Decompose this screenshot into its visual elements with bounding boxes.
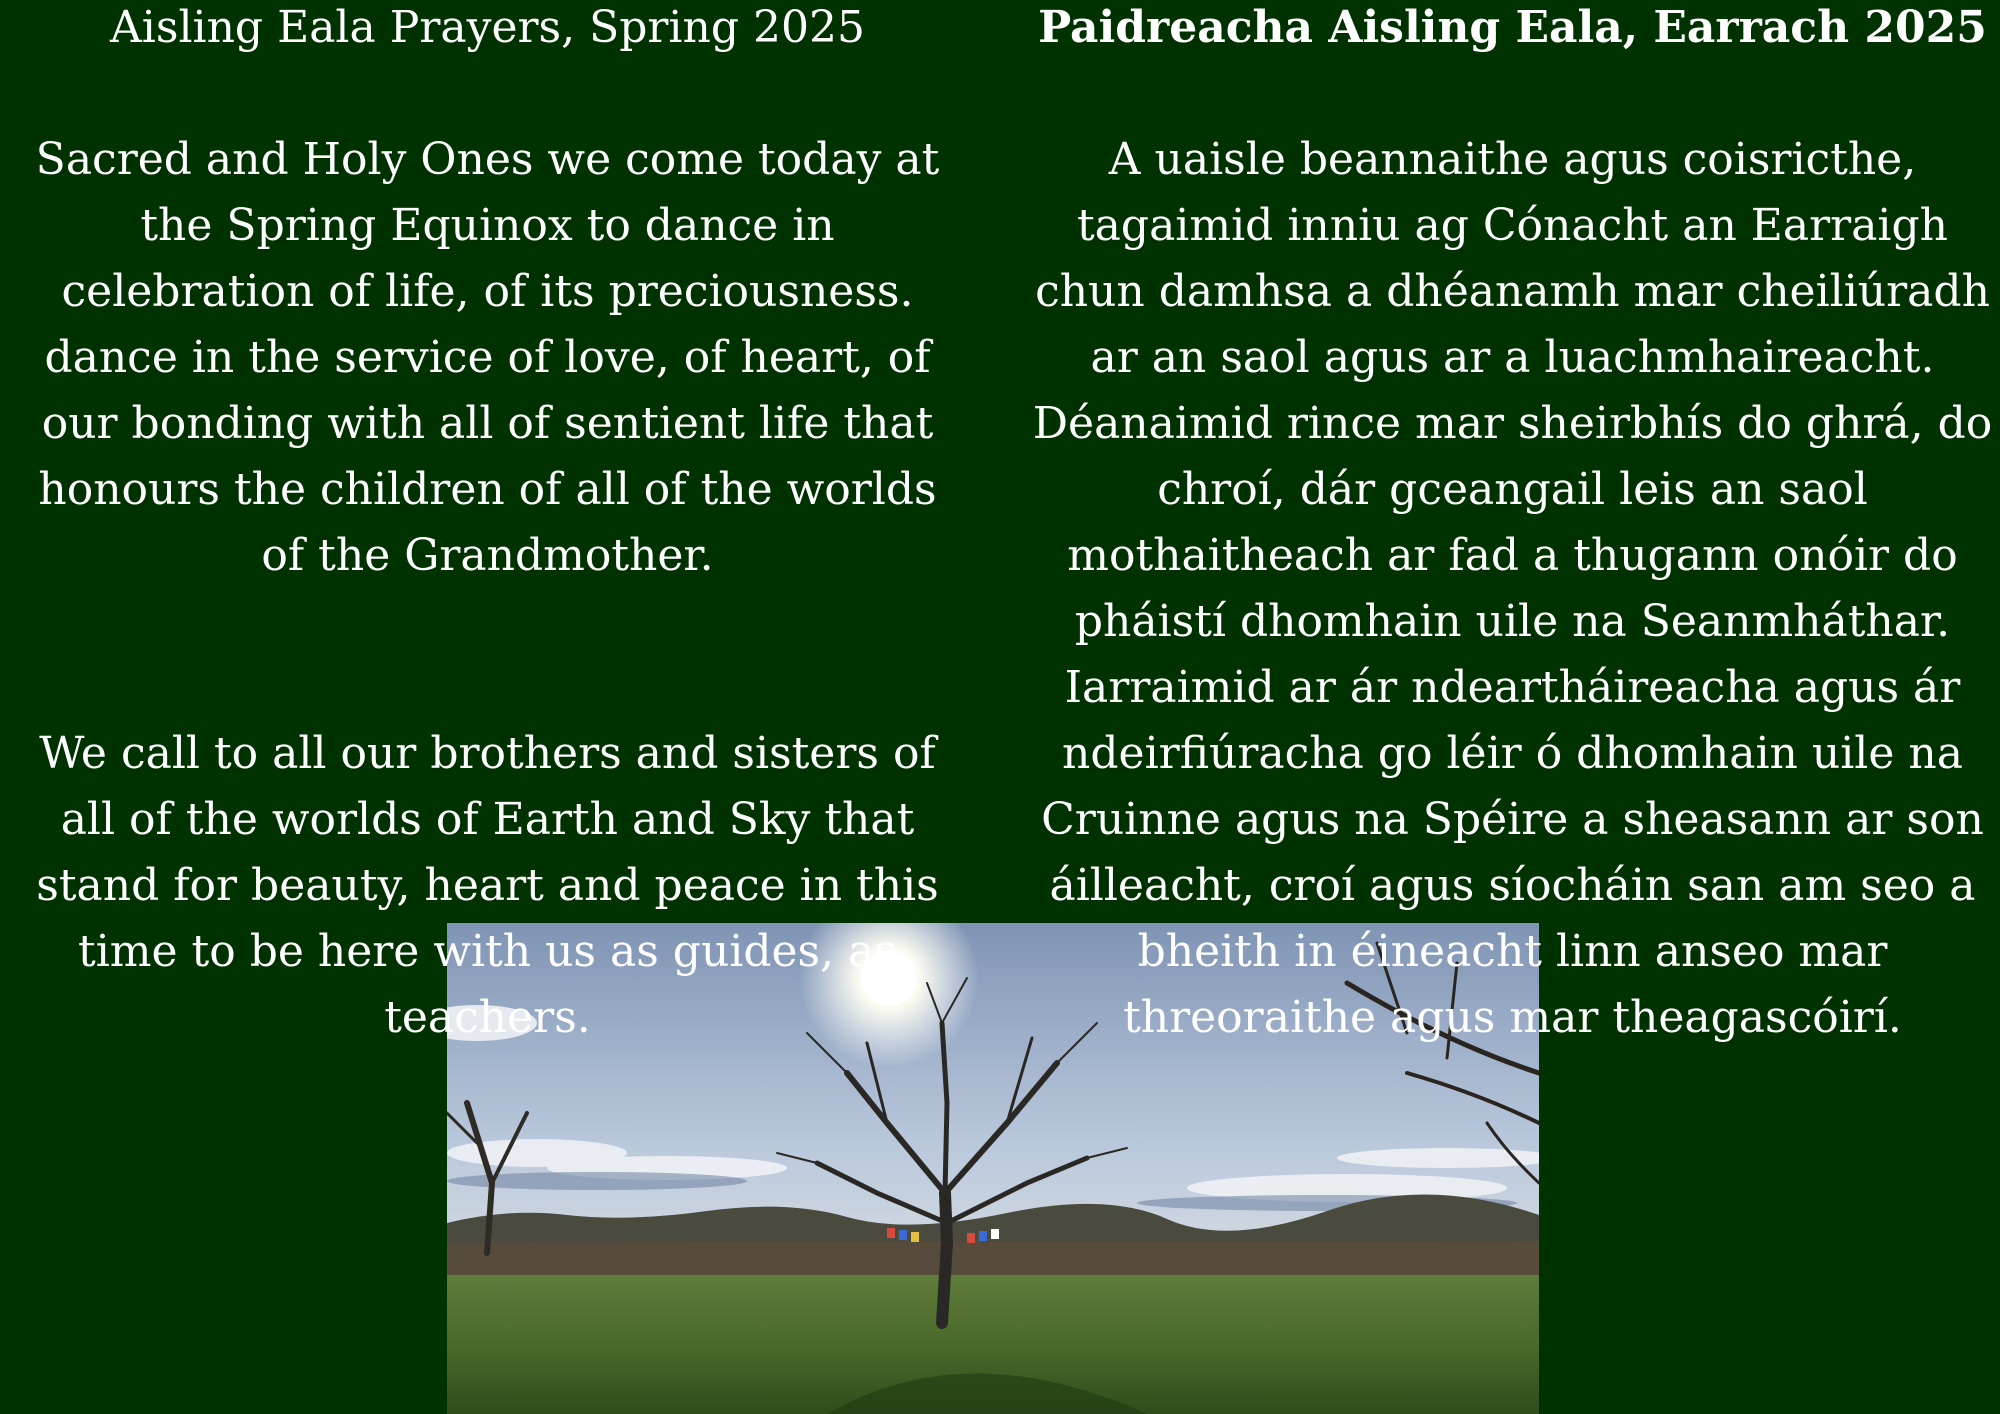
english-paragraph-2: We call to all our brothers and sisters of all of the worlds of Earth and Sky that stand for beauty, heart and peace in this time to be here with us as guides, as teachers. — [36, 728, 939, 1043]
english-column — [10, 0, 965, 1051]
irish-title: Paidreacha Aisling Eala, Earrach 2025 — [1038, 2, 1987, 53]
irish-paragraph-2: Iarraimid ar ár ndeartháireacha agus ár ndeirfiúracha go léir ó dhomhain uile na Cruinne agus na Spéire a sheasann ar son áilleacht, croí agus síocháin san am seo a bheith in éineacht linn anseo mar threoraithe agus mar theagascóirí. — [1041, 662, 1984, 1043]
english-title: Aisling Eala Prayers, Spring 2025 — [110, 2, 865, 53]
english-paragraph-1: Sacred and Holy Ones we come today at the Spring Equinox to dance in celebration of life, of its preciousness. dance in the service of love, of heart, of our bonding with all of sentient life that honours the children of all of the worlds of the Grandmother. — [35, 134, 940, 581]
irish-paragraph-1: A uaisle beannaithe agus coisricthe, tagaimid inniu ag Cónacht an Earraigh chun damhsa a dhéanamh mar cheiliúradh ar an saol agus ar a luachmhaireacht. Déanaimid rince mar sheirbhís do ghrá, do chroí, dár gceangail leis an saol mothaitheach ar fad a thugann onóir do pháistí dhomhain uile na Seanmháthar. — [1032, 134, 1993, 647]
irish-column — [1025, 0, 2000, 1051]
